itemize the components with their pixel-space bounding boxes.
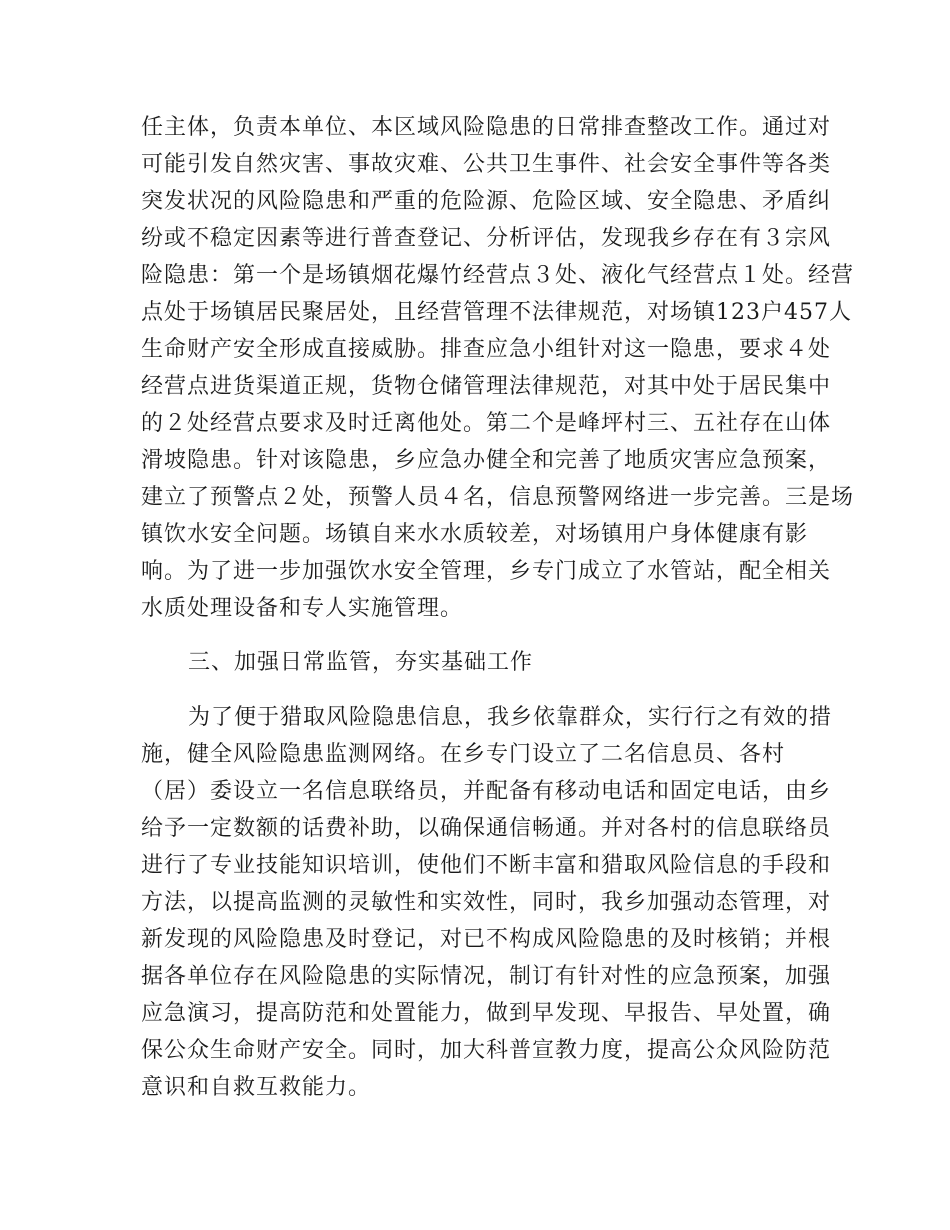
- paragraph-1-line: 任主体，负责本单位、本区域风险隐患的日常排查整改工作。通过对: [141, 115, 832, 140]
- paragraph-2-line: 意识和自救互救能力。: [141, 1075, 372, 1100]
- paragraph-1-line: 滑坡隐患。针对该隐患，乡应急办健全和完善了地质灾害应急预案，: [141, 448, 832, 473]
- paragraph-2-line: 施，健全风险隐患监测网络。在乡专门设立了二名信息员、各村: [141, 742, 786, 767]
- paragraph-2-line: 保公众生命财产安全。同时，加大科普宣教力度，提高公众风险防范: [141, 1038, 832, 1063]
- paragraph-1-line: 经营点进货渠道正规，货物仓储管理法律规范，对其中处于居民集中: [141, 374, 832, 399]
- paragraph-2-line: 新发现的风险隐患及时登记，对已不构成风险隐患的及时核销；并根: [141, 927, 832, 952]
- paragraph-1-line: 点处于场镇居民聚居处，且经营管理不法律规范，对场镇123户457人: [141, 300, 852, 325]
- paragraph-1-line: 纷或不稳定因素等进行普查登记、分析评估，发现我乡存在有３宗风: [141, 226, 832, 251]
- paragraph-2-line: 给予一定数额的话费补助，以确保通信畅通。并对各村的信息联络员: [141, 816, 832, 841]
- section-heading: 三、加强日常监管，夯实基础工作: [188, 650, 534, 675]
- paragraph-1-line: 可能引发自然灾害、事故灾难、公共卫生事件、社会安全事件等各类: [141, 152, 832, 177]
- paragraph-2-line: （居）委设立一名信息联络员，并配备有移动电话和固定电话，由乡: [141, 779, 832, 804]
- paragraph-1-line: 生命财产安全形成直接威胁。排查应急小组针对这一隐患，要求４处: [141, 337, 832, 362]
- paragraph-1-line: 响。为了进一步加强饮水安全管理，乡专门成立了水管站，配全相关: [141, 559, 832, 584]
- paragraph-1-line: 的２处经营点要求及时迁离他处。第二个是峰坪村三、五社存在山体: [141, 411, 832, 436]
- paragraph-1-line: 突发状况的风险隐患和严重的危险源、危险区域、安全隐患、矛盾纠: [141, 189, 832, 214]
- paragraph-2-line: 进行了专业技能知识培训，使他们不断丰富和猎取风险信息的手段和: [141, 853, 832, 878]
- paragraph-1-line: 险隐患：第一个是场镇烟花爆竹经营点３处、液化气经营点１处。经营: [141, 263, 855, 288]
- paragraph-1-line: 镇饮水安全问题。场镇自来水水质较差，对场镇用户身体健康有影: [141, 522, 809, 547]
- paragraph-1-line: 水质处理设备和专人实施管理。: [141, 596, 464, 621]
- paragraph-2-line: 为了便于猎取风险隐患信息，我乡依靠群众，实行行之有效的措: [188, 705, 833, 730]
- paragraph-2-line: 方法，以提高监测的灵敏性和实效性，同时，我乡加强动态管理，对: [141, 890, 832, 915]
- paragraph-2-line: 应急演习，提高防范和处置能力，做到早发现、早报告、早处置，确: [141, 1001, 832, 1026]
- paragraph-1-line: 建立了预警点２处，预警人员４名，信息预警网络进一步完善。三是场: [141, 485, 855, 510]
- paragraph-2-line: 据各单位存在风险隐患的实际情况，制订有针对性的应急预案，加强: [141, 964, 832, 989]
